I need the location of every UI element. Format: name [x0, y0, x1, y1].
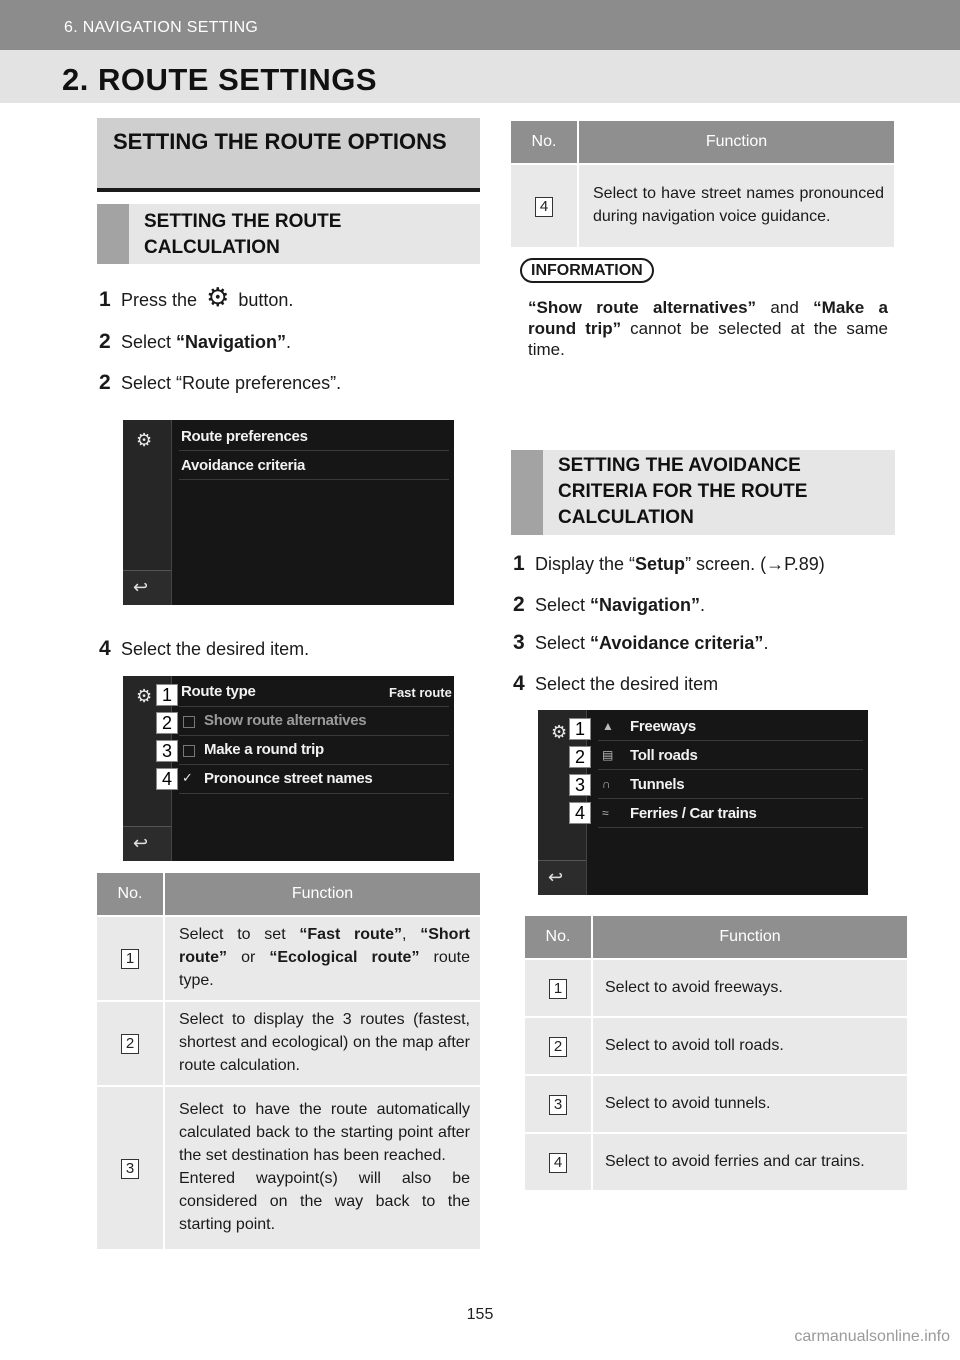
row-number: 4	[535, 197, 553, 217]
step	[99, 637, 309, 661]
back-button[interactable]	[123, 570, 171, 605]
step-text: Select the desired item.	[121, 639, 310, 659]
step-text: Select	[535, 633, 591, 653]
step-number: 2	[513, 593, 525, 616]
step-text: Select	[121, 332, 177, 352]
subsection-heading	[511, 450, 895, 535]
step	[99, 330, 291, 354]
table-row	[97, 1086, 480, 1249]
menu-item-route-preferences[interactable]: Route preferences	[181, 428, 308, 445]
row-function: Select to have street names pronounced during navigation voice guidance.	[578, 164, 894, 247]
function-table	[97, 873, 480, 1249]
divider	[598, 769, 863, 770]
callout-badge: 2	[569, 746, 591, 768]
divider	[598, 798, 863, 799]
table-row	[97, 916, 480, 1001]
menu-item-toll-roads[interactable]: Toll roads	[630, 747, 698, 764]
step-number: 1	[99, 288, 111, 311]
subsection-bar	[97, 204, 129, 264]
page-number: 155	[466, 1306, 494, 1323]
settings-gear-icon: ⚙	[136, 430, 153, 450]
callout-badge: 4	[156, 768, 178, 790]
callout-badge: 3	[569, 774, 591, 796]
row-function-text: Entered waypoint(s) will also be considered on the way back to the starting point.	[179, 1170, 470, 1233]
step-number: 1	[513, 552, 525, 575]
table-header-function: Function	[592, 916, 907, 959]
back-button[interactable]	[538, 860, 586, 895]
row-number: 1	[121, 949, 139, 969]
gear-icon: ⚙	[206, 282, 230, 312]
step	[513, 552, 825, 576]
step	[513, 672, 718, 696]
step-emphasis: “Avoidance criteria”	[590, 633, 764, 653]
step-emphasis: “Navigation”	[176, 332, 287, 352]
row-function-text: Select to have the route automatically calculated back to the starting point after the set destination has been reached.	[179, 1101, 470, 1164]
table-header-function: Function	[578, 121, 894, 164]
divider	[179, 450, 449, 451]
chapter-title: 6. NAVIGATION SETTING	[64, 19, 259, 36]
table-row	[511, 164, 894, 247]
table-row	[525, 959, 907, 1017]
information-pill: INFORMATION	[520, 258, 654, 283]
callout-badge: 3	[156, 740, 178, 762]
row-number: 3	[549, 1095, 567, 1115]
information-label	[520, 262, 654, 280]
divider	[179, 735, 449, 736]
table-row	[97, 1001, 480, 1086]
table-header-no: No.	[525, 916, 592, 959]
callout-badge: 1	[569, 718, 591, 740]
divider	[179, 764, 449, 765]
screen-route-preferences	[123, 676, 454, 861]
back-arrow-icon: ↩	[548, 867, 564, 887]
step-text: ” screen. (→P.89)	[685, 554, 825, 574]
table-header-no: No.	[511, 121, 578, 164]
settings-gear-icon: ⚙	[551, 722, 568, 742]
step-number: 2	[99, 330, 111, 353]
row-number: 4	[549, 1153, 567, 1173]
menu-item-ferries-car-trains[interactable]: Ferries / Car trains	[630, 805, 757, 822]
table-row	[525, 1017, 907, 1075]
table-header-function: Function	[164, 873, 480, 916]
menu-item-route-type[interactable]: Route type	[181, 683, 256, 700]
information-text: “Show route alternatives” and “Make a round trip” cannot be selected at the same time.	[528, 298, 888, 359]
step-number: 2	[99, 371, 111, 394]
callout-badge: 1	[156, 684, 178, 706]
tunnel-icon: ∩	[602, 777, 611, 791]
divider	[179, 479, 449, 480]
screen-avoidance-criteria	[538, 710, 868, 895]
page-title: 2. ROUTE SETTINGS	[62, 62, 378, 97]
row-function: Select to avoid freeways.	[592, 959, 907, 1017]
step	[513, 631, 768, 655]
divider	[179, 793, 449, 794]
subsection-title: SETTING THE ROUTE CALCULATION	[144, 211, 342, 258]
step-text: .	[763, 633, 769, 653]
settings-gear-icon: ⚙	[136, 686, 153, 706]
menu-item-avoidance-criteria[interactable]: Avoidance criteria	[181, 457, 306, 474]
menu-item-freeways[interactable]: Freeways	[630, 718, 696, 735]
step-number: 4	[99, 637, 111, 660]
menu-item-show-route-alternatives[interactable]: Show route alternatives	[204, 712, 367, 729]
section-title: SETTING THE ROUTE OPTIONS	[113, 129, 447, 154]
section-heading	[97, 118, 480, 192]
checkmark-icon: ✓	[182, 770, 193, 785]
subsection-bar	[511, 450, 543, 535]
checkbox-icon	[183, 716, 195, 728]
step	[99, 371, 341, 395]
step-text: Select “Route preferences”.	[121, 373, 342, 393]
row-number: 1	[549, 979, 567, 999]
table-row	[525, 1075, 907, 1133]
step-text: Display the “	[535, 554, 636, 574]
step-text: .	[700, 595, 706, 615]
subsection-title: SETTING THE AVOIDANCE CRITERIA FOR THE ROUTE CALCULATION	[558, 455, 808, 528]
step	[513, 593, 705, 617]
checkbox-icon	[183, 745, 195, 757]
row-function	[164, 1086, 480, 1249]
table-row	[525, 1133, 907, 1190]
row-number: 3	[121, 1159, 139, 1179]
row-number: 2	[549, 1037, 567, 1057]
step-number: 3	[513, 631, 525, 654]
row-function: Select to avoid tunnels.	[592, 1075, 907, 1133]
step-text: button.	[238, 290, 294, 310]
function-table-continued	[511, 121, 894, 247]
divider	[179, 706, 449, 707]
route-type-value: Fast route	[389, 685, 452, 700]
table-header-no: No.	[97, 873, 164, 916]
divider	[598, 827, 863, 828]
step-emphasis: Setup	[635, 554, 686, 574]
title-bar	[0, 50, 960, 103]
row-function: Select to display the 3 routes (fastest, shortest and ecological) on the map after route calculation.	[164, 1001, 480, 1086]
step-text: Press the	[121, 290, 198, 310]
chapter-bar	[0, 0, 960, 50]
ferry-icon: ≈	[602, 806, 609, 820]
step-number: 4	[513, 672, 525, 695]
back-arrow-icon: ↩	[133, 833, 149, 853]
row-number: 2	[121, 1034, 139, 1054]
back-button[interactable]	[123, 826, 171, 861]
row-function: Select to set “Fast route”, “Short route” or “Ecological route” route type.	[164, 916, 480, 1001]
step-text: .	[286, 332, 292, 352]
screen-route-settings	[123, 420, 454, 605]
menu-item-make-round-trip[interactable]: Make a round trip	[204, 741, 324, 758]
row-function: Select to avoid toll roads.	[592, 1017, 907, 1075]
watermark: carmanualsonline.info	[794, 1328, 950, 1345]
callout-badge: 2	[156, 712, 178, 734]
toll-road-icon: ▤	[602, 748, 614, 762]
step-emphasis: “Navigation”	[590, 595, 701, 615]
subsection-heading	[97, 204, 480, 264]
divider	[598, 740, 863, 741]
back-arrow-icon: ↩	[133, 577, 149, 597]
step-text: Select	[535, 595, 591, 615]
menu-item-tunnels[interactable]: Tunnels	[630, 776, 685, 793]
callout-badge: 4	[569, 802, 591, 824]
step-text: Select the desired item	[535, 674, 719, 694]
row-function: Select to avoid ferries and car trains.	[592, 1133, 907, 1190]
freeway-icon: ▲	[602, 719, 614, 733]
menu-item-pronounce-street-names[interactable]: Pronounce street names	[204, 770, 373, 787]
avoidance-function-table	[525, 916, 907, 1190]
step	[99, 282, 294, 312]
